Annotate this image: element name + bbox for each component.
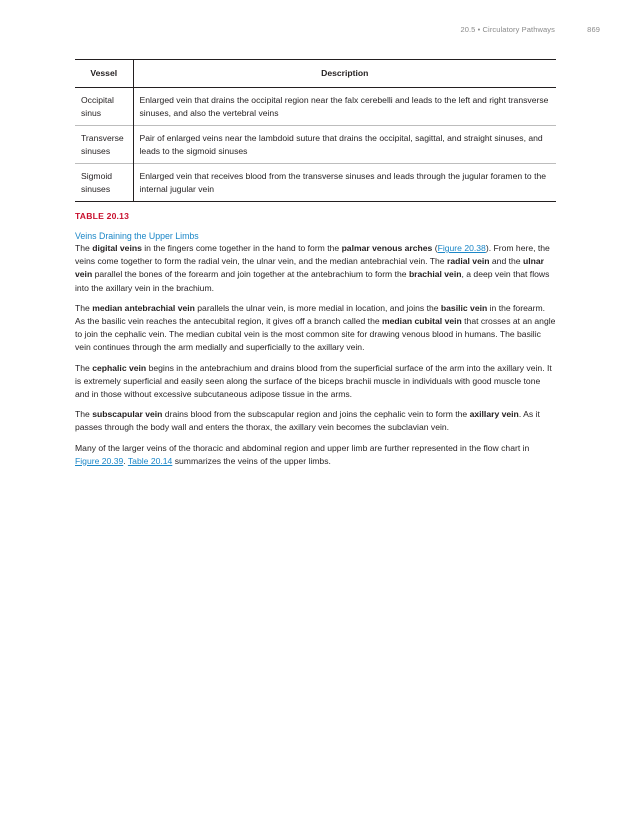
text: The <box>75 243 93 253</box>
text: summarizes the veins of the upper limbs. <box>172 455 331 466</box>
term-cephalic-vein: cephalic vein <box>92 362 147 373</box>
table-row <box>75 164 556 202</box>
text: and the <box>489 256 523 267</box>
text: ( <box>432 243 438 253</box>
text: ). From here, the veins come together to form the radial vein, the ulnar vein, and the median antebrachial vein. The <box>75 243 550 267</box>
text: in the fingers come together in the hand to form the <box>141 243 342 253</box>
term-median-antebrachial-vein: median antebrachial vein <box>92 302 195 313</box>
figure-link[interactable]: Figure 20.39 <box>75 455 124 466</box>
text: . <box>123 455 128 466</box>
table-caption: TABLE 20.13 <box>75 211 130 221</box>
term-radial-vein: radial vein <box>446 256 490 267</box>
vessel-cell: Occipital sinus <box>75 88 133 126</box>
text: drains blood from the subscapular region and joins the cephalic vein to form the <box>162 409 470 420</box>
vessel-cell: Sigmoid sinuses <box>75 164 133 202</box>
paragraph-digital-veins <box>75 242 556 295</box>
page-number: 869 <box>587 25 600 34</box>
text: , a deep vein that flows into the axillary vein in the brachium. <box>75 269 550 293</box>
text: that crosses at an angle to join the cephalic vein. The median cubital vein is the most common site for drawing venous blood in humans. The basilic vein continues through the arm medially and superficially to the axillary vein. <box>75 316 556 353</box>
text: parallel the bones of the forearm and join together at the antebrachium to form the <box>92 269 409 280</box>
paragraph-subscapular-vein <box>75 408 556 434</box>
description-cell: Pair of enlarged veins near the lambdoid suture that drains the occipital, sagittal, and straight sinuses, and leads to the sigmoid sinuses <box>139 133 543 156</box>
table-row <box>75 126 556 164</box>
text: in the forearm. As the basilic vein reaches the antecubital region, it gives off a branch called the <box>75 302 546 327</box>
description-cell: Enlarged vein that receives blood from the transverse sinuses and leads through the jugular foramen to the internal jugular vein <box>139 171 547 194</box>
table-link[interactable]: Table 20.14 <box>127 455 173 466</box>
term-subscapular-vein: subscapular vein <box>92 409 163 420</box>
column-header-vessel: Vessel <box>75 60 133 88</box>
description-cell: Enlarged vein that drains the occipital region near the falx cerebelli and leads to the left and right transverse sinuses, and also the vertebral veins <box>139 95 549 118</box>
term-median-cubital-vein: median cubital vein <box>382 316 462 327</box>
paragraph-median-antebrachial <box>75 302 556 355</box>
term-ulnar-vein: ulnar vein <box>75 256 544 280</box>
paragraph-cephalic-vein <box>75 362 556 402</box>
text: Many of the larger veins of the thoracic and abdominal region and upper limb are further represented in the flow chart in <box>75 442 530 453</box>
paragraph-summary <box>75 442 556 468</box>
text: The <box>75 409 93 420</box>
text: parallels the ulnar vein, is more medial in location, and joins the <box>194 302 441 313</box>
term-palmar-venous-arches: palmar venous arches <box>341 243 433 253</box>
term-basilic-vein: basilic vein <box>440 302 488 313</box>
term-digital-veins: digital veins <box>92 243 142 253</box>
section-title: Veins Draining the Upper Limbs <box>75 231 199 241</box>
text: The <box>75 302 93 313</box>
text: The <box>75 362 93 373</box>
table-row <box>75 88 556 126</box>
figure-link[interactable]: Figure 20.38 <box>437 243 486 253</box>
veins-table <box>75 59 556 202</box>
term-brachial-vein: brachial vein <box>408 269 462 280</box>
section-label: 20.5 • Circulatory Pathways <box>460 25 555 34</box>
term-axillary-vein: axillary vein <box>469 409 519 420</box>
table-header-row <box>75 60 556 88</box>
running-header <box>460 25 600 34</box>
vessel-cell: Transverse sinuses <box>75 126 133 164</box>
page-content <box>75 59 556 475</box>
column-header-description: Description <box>133 60 556 88</box>
text: . As it passes through the body wall and enters the thorax, the axillary vein becomes the subclavian vein. <box>75 409 540 433</box>
text: begins in the antebrachium and drains blood from the superficial surface of the arm into the axillary vein. It is extremely superficial and easily seen along the surface of the biceps brachii muscle in individuals with good muscle tone and in those without excessive subcutaneous adipose tissue in the arms. <box>75 362 552 400</box>
